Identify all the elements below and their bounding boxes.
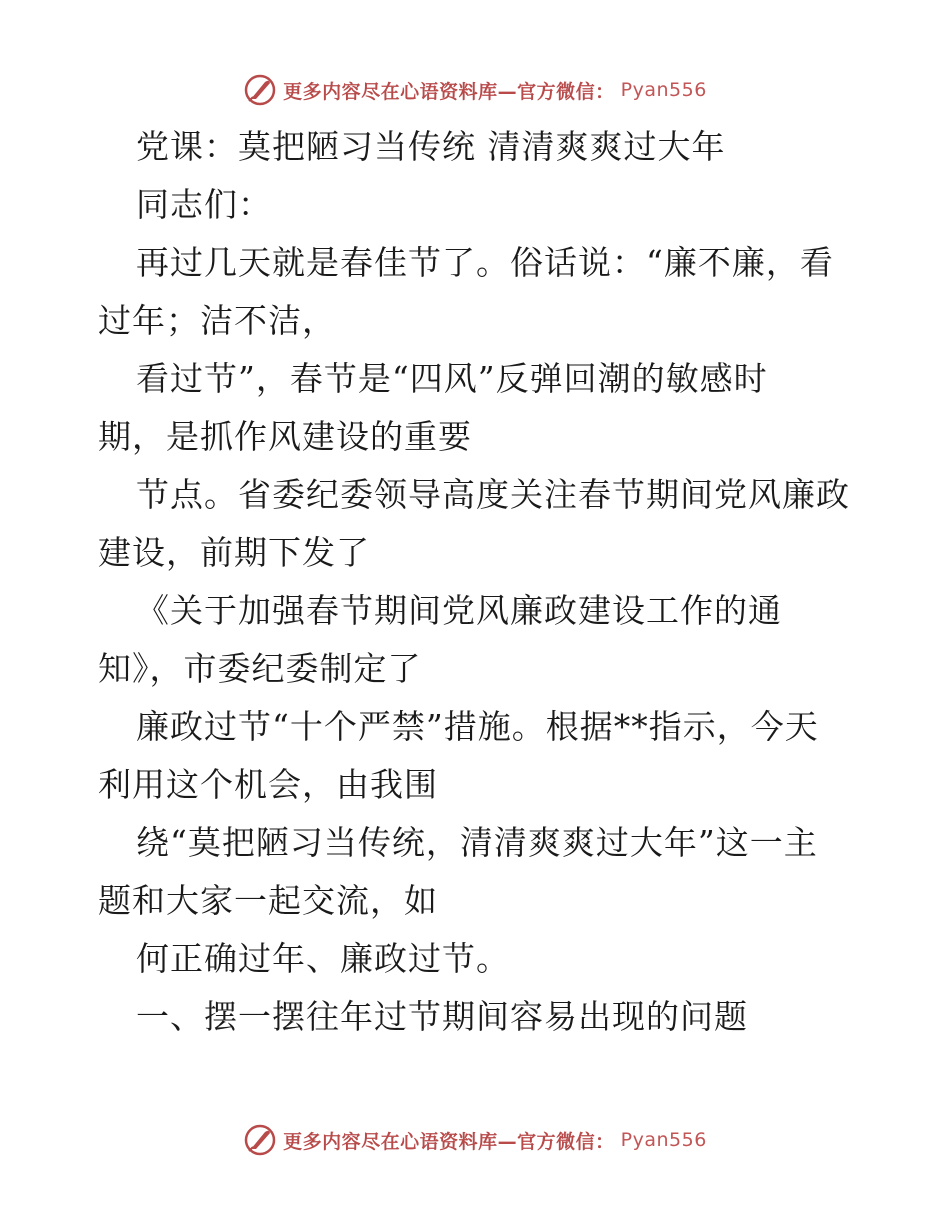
watermark-text: 更多内容尽在心语资料库—官方微信： <box>283 1130 615 1153</box>
watermark-wechat-id: Pyan556 <box>620 1129 707 1151</box>
paragraph-line: 利用这个机会，由我围 <box>98 765 438 804</box>
document-title: 党课：莫把陋习当传统 清清爽爽过大年 <box>136 127 726 166</box>
salutation: 同志们： <box>136 185 272 224</box>
quill-pen-logo-icon <box>243 1123 277 1157</box>
paragraph-line: 再过几天就是春佳节了。俗话说：“廉不廉，看 <box>136 243 834 282</box>
paragraph-line: 廉政过节“十个严禁”措施。根据**指示，今天 <box>136 707 819 746</box>
paragraph-line: 绕“莫把陋习当传统，清清爽爽过大年”这一主 <box>136 823 818 862</box>
paragraph-line: 期，是抓作风建设的重要 <box>98 417 472 456</box>
section-heading: 一、摆一摆往年过节期间容易出现的问题 <box>136 997 748 1036</box>
watermark-wechat-id: Pyan556 <box>620 79 707 101</box>
watermark-text: 更多内容尽在心语资料库—官方微信： <box>283 80 615 103</box>
paragraph-line: 过年；洁不洁， <box>98 301 336 340</box>
footer-watermark <box>0 1120 950 1160</box>
paragraph-line: 知》，市委纪委制定了 <box>98 649 422 688</box>
paragraph-line: 何正确过年、廉政过节。 <box>136 939 510 978</box>
header-watermark <box>0 70 950 110</box>
paragraph-line: 节点。省委纪委领导高度关注春节期间党风廉政 <box>136 475 850 514</box>
quill-pen-logo-icon <box>243 73 277 107</box>
paragraph-line: 建设，前期下发了 <box>98 533 370 572</box>
document-body <box>98 118 858 1046</box>
paragraph-line: 《关于加强春节期间党风廉政建设工作的通 <box>136 591 782 630</box>
paragraph-line: 题和大家一起交流，如 <box>98 881 438 920</box>
paragraph-line: 看过节”，春节是“四风”反弹回潮的敏感时 <box>136 359 768 398</box>
